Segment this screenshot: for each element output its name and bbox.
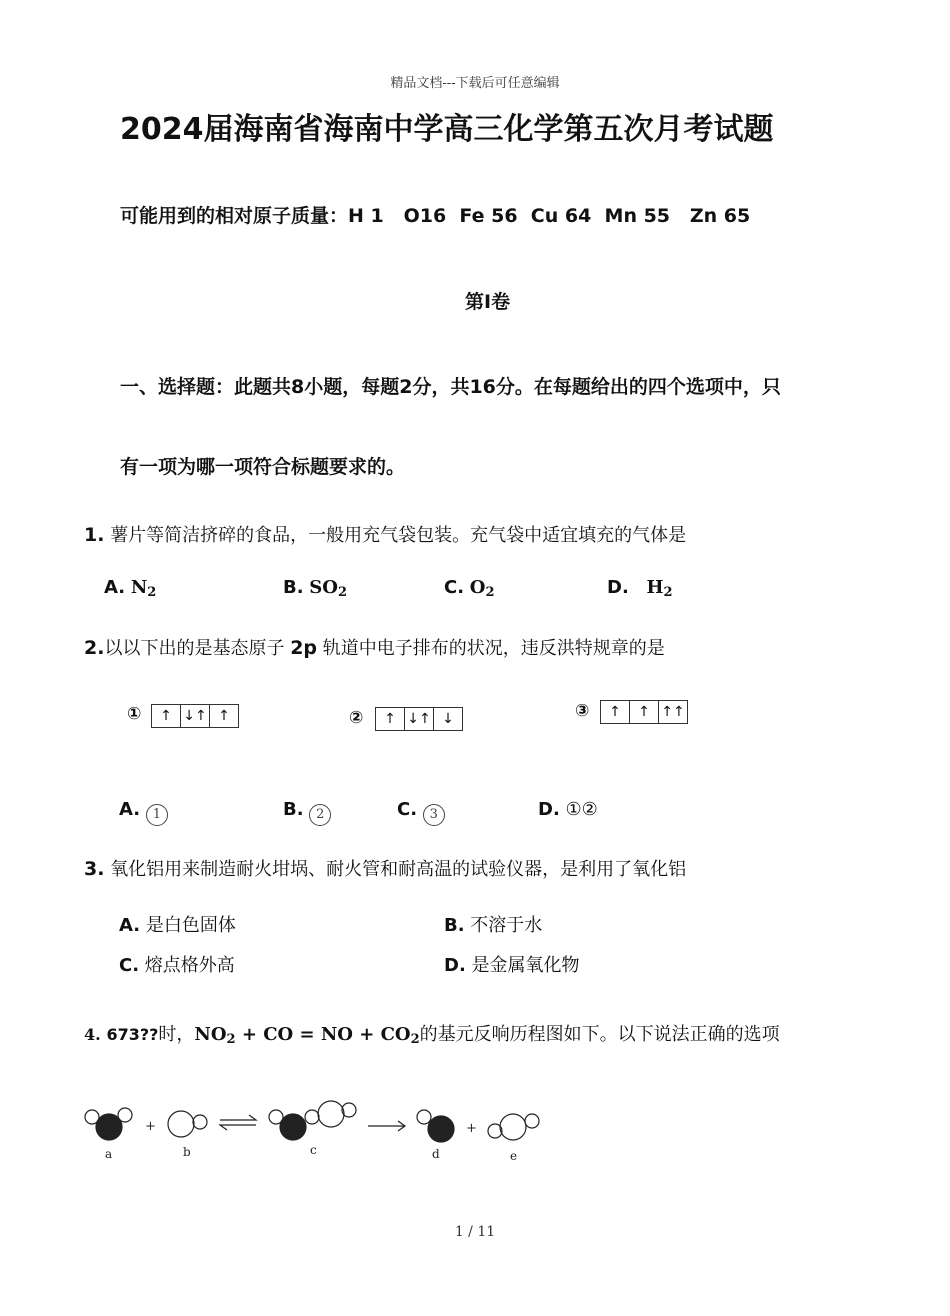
molecule-label-c: c xyxy=(310,1143,317,1157)
plus-sign: + xyxy=(466,1121,477,1136)
option-value: 熔点格外高 xyxy=(144,955,235,976)
q3-option-c[interactable] xyxy=(119,951,235,977)
orbital-label-1: ① xyxy=(127,704,142,724)
orbital-cell: ↓ xyxy=(442,711,454,727)
orbital-diagram-2 xyxy=(375,707,463,731)
q1-option-c[interactable] xyxy=(444,577,495,600)
option-letter: C. xyxy=(119,955,140,976)
plus-sign: + xyxy=(145,1119,156,1134)
circled-number: 2 xyxy=(309,804,331,826)
oxygen-atom xyxy=(305,1110,319,1124)
orbital-label-3: ③ xyxy=(575,701,590,721)
orbital-cell: ↑ xyxy=(152,705,181,727)
q3-text: 氧化铝用来制造耐火坩埚、耐火管和耐高温的试验仪器，是利用了氧化铝 xyxy=(110,859,687,880)
question-2 xyxy=(84,634,665,660)
q2-option-b[interactable] xyxy=(283,799,331,826)
carbon-atom xyxy=(168,1111,194,1137)
q1-option-d[interactable] xyxy=(607,577,673,600)
oxygen-atom xyxy=(525,1114,539,1128)
molecule-label-e: e xyxy=(510,1149,518,1163)
q1-option-b[interactable] xyxy=(283,577,347,600)
carbon-atom xyxy=(318,1101,344,1127)
q3-option-a[interactable] xyxy=(119,911,236,937)
option-letter: A. xyxy=(119,915,141,936)
q4-text-b: 的基元反响历程图如下。以下说法正确的选项 xyxy=(419,1024,780,1045)
q3-option-d[interactable] xyxy=(444,951,580,977)
option-letter: B. xyxy=(283,577,304,598)
orbital-cell: ↓↑ xyxy=(181,705,210,727)
option-letter: B. xyxy=(444,915,465,936)
question-1 xyxy=(84,521,686,547)
option-value: 不溶于水 xyxy=(470,915,543,936)
molecule-label-b: b xyxy=(183,1145,191,1159)
q3-option-b[interactable] xyxy=(444,911,542,937)
question-3 xyxy=(84,855,686,881)
orbital-cell: ↑ xyxy=(218,708,230,724)
q1-text: 薯片等简洁挤碎的食品，一般用充气袋包装。充气袋中适宜填充的气体是 xyxy=(110,525,687,546)
q4-number: 4. xyxy=(84,1025,101,1044)
option-letter: C. xyxy=(444,577,465,598)
orbital-cell: ↑ xyxy=(630,701,659,723)
q2-number: 2. xyxy=(84,637,105,659)
header-note: 精品文档---下载后可任意编辑 xyxy=(390,76,560,91)
q2-text-a: 以以下出的是基态原子 xyxy=(104,638,285,659)
q2-option-c[interactable] xyxy=(397,799,445,826)
option-letter: B. xyxy=(283,799,304,820)
oxygen-atom xyxy=(417,1110,431,1124)
section-line-2: 有一项为哪一项符合标题要求的。 xyxy=(120,456,406,478)
option-letter: C. xyxy=(397,799,418,820)
question-4 xyxy=(84,1020,780,1047)
option-formula: $H_2$ xyxy=(646,577,673,600)
orbital-cell: ↑ xyxy=(376,708,405,730)
option-letter: A. xyxy=(119,799,141,820)
oxygen-atom xyxy=(193,1115,207,1129)
option-value: 是金属氧化物 xyxy=(471,955,580,976)
equilibrium-arrow-icon xyxy=(220,1115,256,1130)
molecule-label-d: d xyxy=(432,1147,440,1161)
q2-text-b: 轨道中电子排布的状况，违反洪特规章的是 xyxy=(322,638,665,659)
option-letter: D. xyxy=(444,955,466,976)
option-formula: $SO_2$ xyxy=(309,577,348,600)
section-line-1: 一、选择题：此题共8小题，每题2分，共16分。在每题给出的四个选项中，只 xyxy=(120,376,781,398)
q2-option-d[interactable] xyxy=(538,799,598,820)
option-formula: $N_2$ xyxy=(130,577,157,600)
q4-equation: $NO_2$ + CO = NO + $CO_2$ xyxy=(194,1024,420,1047)
option-formula: $O_2$ xyxy=(469,577,495,600)
orbital-cell: ↓↑ xyxy=(405,708,434,730)
oxygen-atom xyxy=(342,1103,356,1117)
q1-number: 1. xyxy=(84,524,105,546)
carbon-atom xyxy=(500,1114,526,1140)
q2-text-2p: 2p xyxy=(290,637,318,659)
reaction-mechanism-diagram xyxy=(80,1100,560,1175)
circled-number: 1 xyxy=(146,804,168,826)
option-value: ①② xyxy=(565,799,598,820)
orbital-diagram-1 xyxy=(151,704,239,728)
q4-text-a: 时， xyxy=(158,1024,195,1045)
oxygen-atom xyxy=(118,1108,132,1122)
orbital-label-2: ② xyxy=(349,708,364,728)
option-letter: D. xyxy=(538,799,560,820)
circled-number: 3 xyxy=(423,804,445,826)
q2-option-a[interactable] xyxy=(119,799,168,826)
orbital-cell: ↑↑ xyxy=(661,704,685,720)
q4-temperature: 673?? xyxy=(106,1025,159,1044)
nitrogen-atom xyxy=(280,1114,306,1140)
q1-option-a[interactable] xyxy=(104,577,156,600)
volume-heading: 第I卷 xyxy=(465,291,511,313)
q3-number: 3. xyxy=(84,858,105,880)
orbital-diagram-3 xyxy=(600,700,688,724)
nitrogen-atom xyxy=(428,1116,454,1142)
option-value: 是白色固体 xyxy=(145,915,236,936)
atomic-masses: 可能用到的相对原子质量：H 1 O16 Fe 56 Cu 64 Mn 55 Zn 65 xyxy=(120,205,751,227)
orbital-cell: ↑ xyxy=(601,701,630,723)
molecule-label-a: a xyxy=(105,1147,113,1161)
option-letter: A. xyxy=(104,577,126,598)
page-number: 1 / 11 xyxy=(454,1224,496,1240)
option-letter: D. xyxy=(607,577,629,598)
reaction-arrow-icon xyxy=(368,1121,405,1131)
page-title: 2024届海南省海南中学高三化学第五次月考试题 xyxy=(120,112,774,147)
